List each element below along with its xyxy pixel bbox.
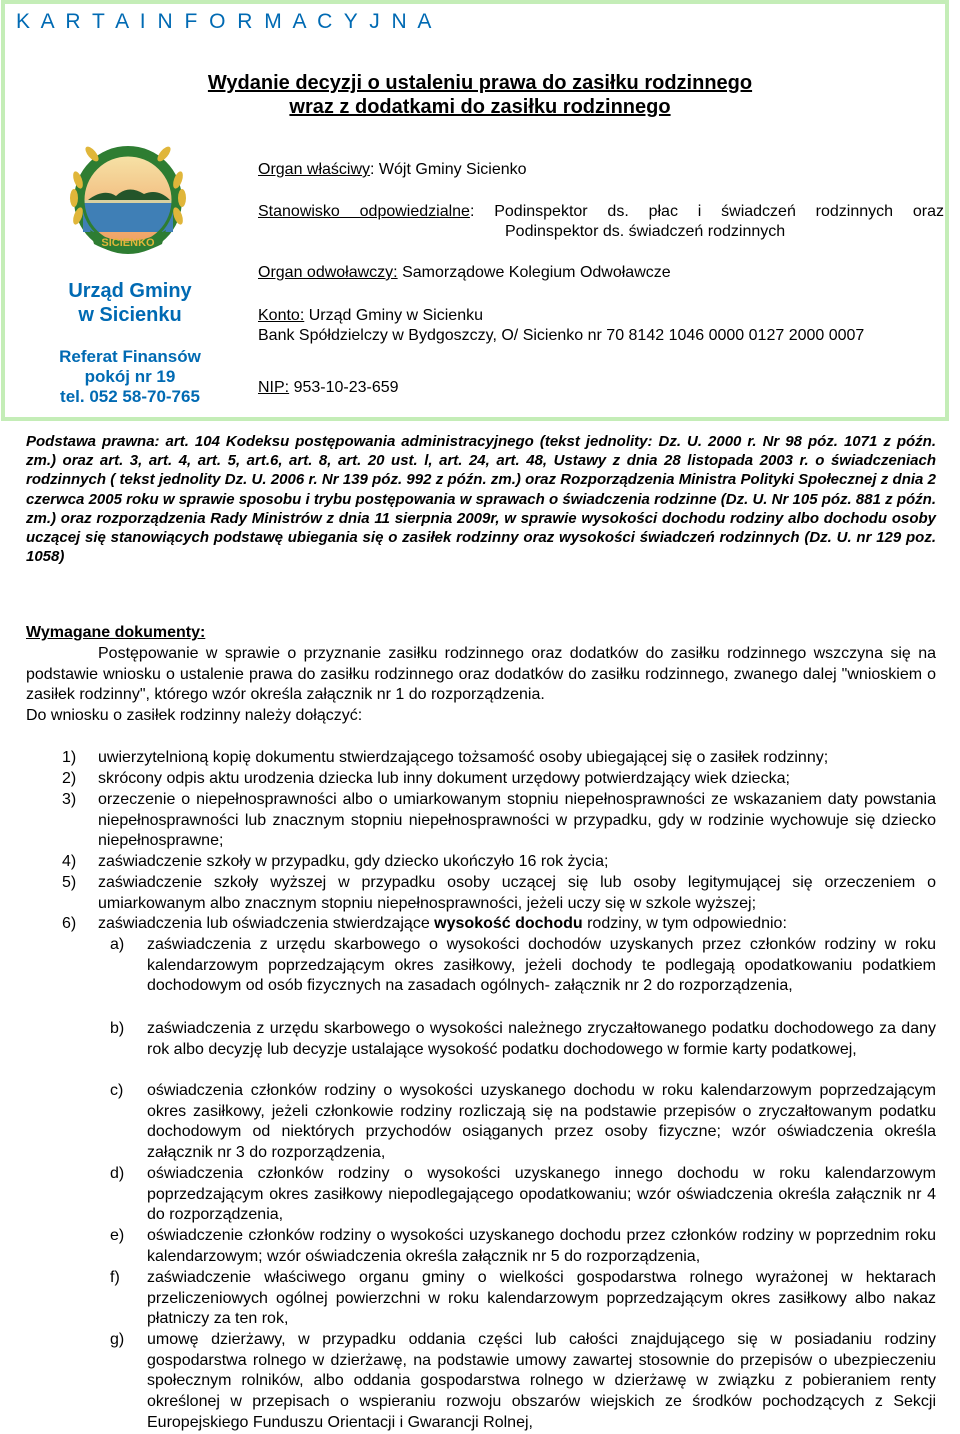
responsible-position [258,202,944,222]
procedure-paragraph: Postępowanie w sprawie o przyznanie zasiłku rodzinnego oraz dodatków do zasiłku rodzinnego wszczyna się na podstawie wniosku o ustalenie prawa do zasiłku rodzinnego oraz dodatków do zasiłku rodzinnego, zwanego dalej "wnioskiem o zasiłek rodzinny", którego wzór określa załącznik nr 1 do rozporządzenia. [26,645,936,704]
sicienko-crest-icon [64,140,192,262]
appeal-authority-label: Organ odwoławczy: [258,264,398,281]
office-location: w Sicienku [78,304,182,326]
competent-authority [258,160,527,180]
tax-id-label: NIP: [258,379,290,396]
required-documents-heading: Wymagane dokumenty: [26,624,206,641]
card-title: K A R T A I N F O R M A C Y J N A [16,10,435,33]
responsible-position-label: Stanowisko odpowiedzialne [258,203,470,220]
bank-account [258,306,483,326]
competent-authority-label: Organ właściwy [258,161,371,178]
legal-basis: Podstawa prawna: art. 104 Kodeksu postępowania administracyjnego (tekst jednolity: Dz. U. 2000 r. Nr 98 póz. 1071 z późn. zm.) oraz art. 3, art. 4, art. 5, art.6, art. 8, art. 20 ust. l, art. 24, art. 48, Ustawy z dnia 28 listopada 2003 r. o świadczeniach rodzinnych ( tekst jednolity Dz. U. 2006 r. Nr 139 póz. 992 z późn. zm.) oraz Rozporządzenia Ministra Polityki Społecznej z dnia 2 czerwca 2005 roku w sprawie sposobu i trybu postępowania w sprawach o świadczenia rodzinne (Dz. U. Nr 105 póz. 881 z późn. zm.) oraz rozporządzenia Rady Ministrów z dnia 11 sierpnia 2009r, w sprawie wysokości dochodu rodziny albo dochodu osoby uczącej się stanowiących podstawę ubiegania się o zasiłek rodzinny oraz wysokości świadczeń rodzinnych (Dz. U. nr 129 poz. 1058) [26,433,936,566]
bank-account-number: Bank Spółdzielczy w Bydgoszczy, O/ Sicienko nr 70 8142 1046 0000 0127 2000 0007 [258,327,865,344]
bank-account-holder: Urząd Gminy w Sicienku [304,307,483,324]
required-documents-intro [26,644,936,727]
room-number: pokój nr 19 [84,367,176,386]
appeal-authority [258,263,671,283]
phone-number: tel. 052 58-70-765 [60,387,200,406]
appeal-authority-value: Samorządowe Kolegium Odwoławcze [397,264,671,281]
tax-id-value: 953-10-23-659 [289,379,399,396]
department-name: Referat Finansów [59,347,201,366]
competent-authority-value: : Wójt Gminy Sicienko [370,161,527,178]
office-name: Urząd Gminy [68,280,192,302]
sidebar-department [30,347,230,407]
tax-id [258,378,399,398]
sidebar-office [30,279,230,327]
document-title-line-1: Wydanie decyzji o ustaleniu prawa do zasiłku rodzinnego [207,72,753,94]
responsible-position-value: : Podinspektor ds. płac i świadczeń rodzinnych oraz [469,203,944,220]
responsible-position-line-2: Podinspektor ds. świadczeń rodzinnych [505,223,786,240]
attachments-intro: Do wniosku o zasiłek rodzinny należy dołączyć: [26,707,363,725]
income-amount-emphasis: wysokość dochodu [434,915,583,932]
document-title-line-2: wraz z dodatkami do zasiłku rodzinnego [289,96,671,118]
bank-account-label: Konto: [258,307,305,324]
svg-text:SICIENKO: SICIENKO [101,237,155,249]
